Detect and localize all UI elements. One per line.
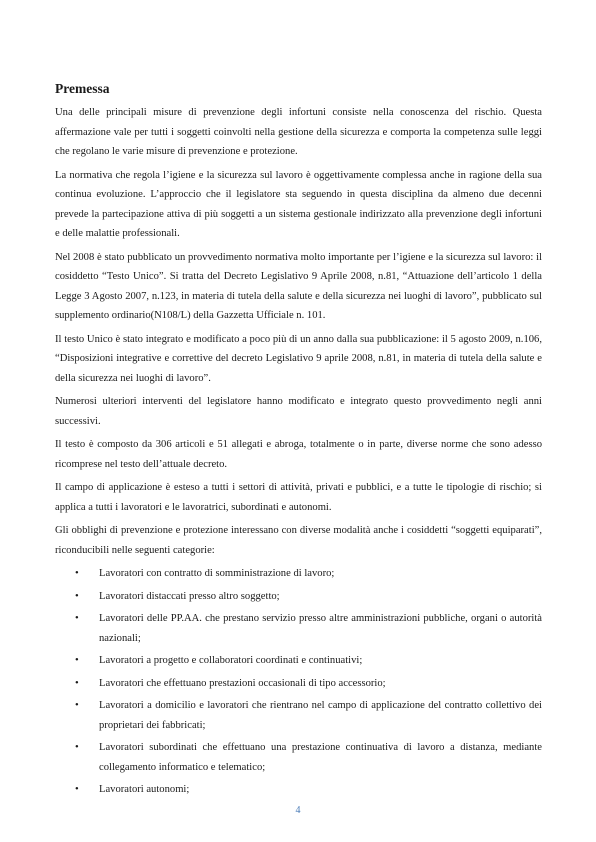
list-item-text: Lavoratori subordinati che effettuano una prestazione continuativa di lavoro a distanza, mediante collegamento informatico e telematico;	[99, 742, 542, 773]
section-heading: Premessa	[55, 81, 110, 96]
page-number: 4	[295, 805, 301, 816]
bullet-icon: •	[75, 784, 79, 795]
bullet-icon: •	[75, 613, 79, 624]
bullet-icon: •	[75, 677, 79, 689]
list-item-text: Lavoratori con contratto di somministrazione di lavoro;	[99, 568, 335, 579]
list-item-text: Lavoratori autonomi;	[99, 784, 190, 795]
list-item-text: Lavoratori distaccati presso altro soggetto;	[99, 590, 280, 602]
list-item	[55, 780, 542, 800]
list-item	[55, 609, 542, 648]
list-item-text: Lavoratori delle PP.AA. che prestano servizio presso altre amministrazioni pubbliche, organi o autorità nazionali;	[99, 613, 542, 644]
list-item-text: Lavoratori a progetto e collaboratori coordinati e continuativi;	[99, 655, 363, 666]
paragraph: Una delle principali misure di prevenzione degli infortuni consiste nella conoscenza del rischio. Questa affermazione vale per tutti i soggetti coinvolti nella gestione della sicurezza e comporta la competenza sulle leggi che regolano le varie misure di prevenzione e protezione.	[55, 107, 542, 157]
list-item	[55, 674, 542, 694]
list-item-text: Lavoratori a domicilio e lavoratori che rientrano nel campo di applicazione del contratto collettivo dei proprietari dei fabbricati;	[99, 700, 542, 731]
bullet-icon: •	[75, 742, 79, 753]
list-item	[55, 564, 542, 584]
paragraph: Il testo è composto da 306 articoli e 51 allegati e abroga, totalmente o in parte, diverse norme che sono adesso ricomprese nel testo dell’attuale decreto.	[55, 439, 542, 470]
bullet-icon: •	[75, 655, 79, 666]
paragraph: Numerosi ulteriori interventi del legislatore hanno modificato e integrato questo provvedimento negli anni successivi.	[55, 396, 542, 427]
paragraph: Il testo Unico è stato integrato e modificato a poco più di un anno dalla sua pubblicazione: il 5 agosto 2009, n.106, “Disposizioni integrative e correttive del decreto Legislativo 9 aprile 2008, n.81, in materia di tutela della salute e della sicurezza nei luoghi di lavoro”.	[55, 333, 542, 384]
bullet-icon: •	[75, 568, 79, 579]
paragraph: Il campo di applicazione è esteso a tutti i settori di attività, privati e pubblici, e a tutte le tipologie di rischio; si applica a tutti i lavoratori e le lavoratrici, subordinati e autonomi.	[55, 482, 542, 513]
paragraph: La normativa che regola l’igiene e la sicurezza sul lavoro è oggettivamente complessa anche in ragione della sua continua evoluzione. L’approccio che il legislatore sta seguendo in questa disciplina da almeno due decenni prevede la partecipazione attiva di più soggetti a un sistema gestionale indirizzato alla prevenzione degli infortuni e delle malattie professionali.	[55, 169, 542, 239]
bullet-list	[55, 564, 542, 800]
list-item	[55, 651, 542, 671]
document-page	[55, 80, 542, 803]
paragraph: Gli obblighi di prevenzione e protezione interessano con diverse modalità anche i cosiddetti “soggetti equiparati”, riconducibili nelle seguenti categorie:	[55, 525, 542, 556]
paragraph: Nel 2008 è stato pubblicato un provvedimento normativa molto importante per l’igiene e la sicurezza sul lavoro: il cosiddetto “Testo Unico”. Si tratta del Decreto Legislativo 9 Aprile 2008, n.81, “Attuazione dell’articolo 1 della Legge 3 Agosto 2007, n.123, in materia di tutela della salute e della sicurezza nei luoghi di lavoro”, pubblicato sul supplemento ordinario(N108/L) della Gazzetta Ufficiale n. 101.	[55, 251, 542, 321]
bullet-icon: •	[75, 700, 79, 711]
list-item	[55, 738, 542, 777]
list-item	[55, 696, 542, 735]
bullet-icon: •	[75, 590, 79, 602]
list-item	[55, 587, 542, 607]
list-item-text: Lavoratori che effettuano prestazioni occasionali di tipo accessorio;	[99, 677, 386, 689]
